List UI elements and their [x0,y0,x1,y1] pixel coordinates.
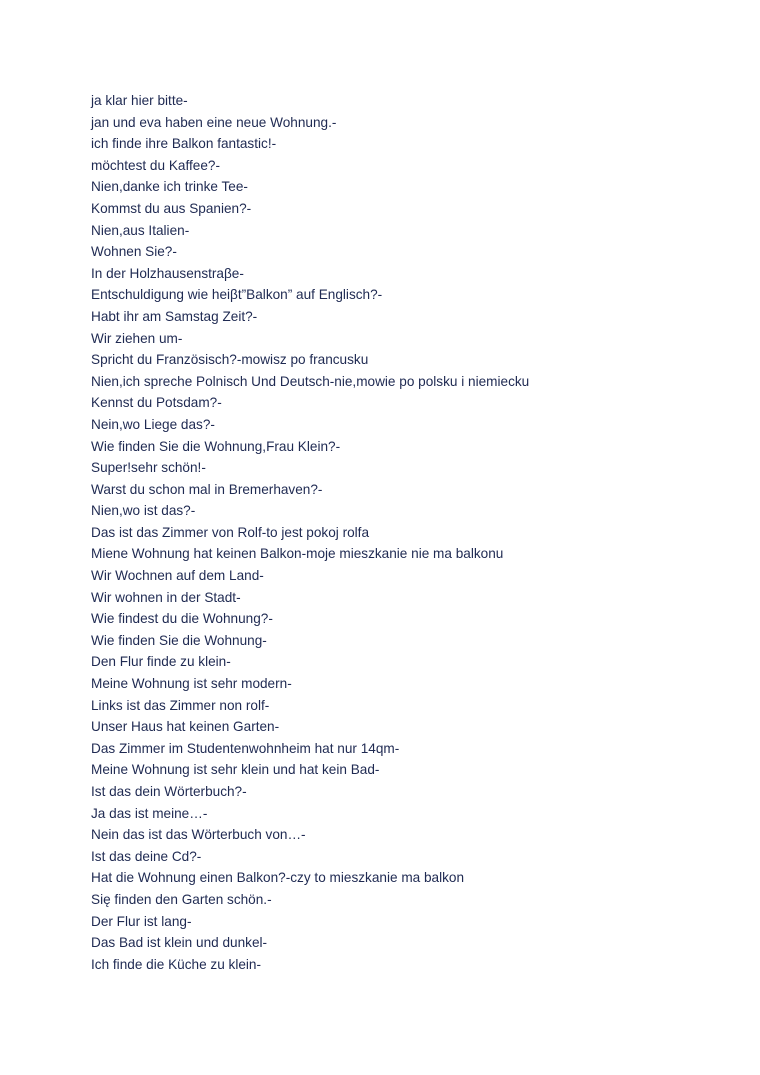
text-line: Hat die Wohnung einen Balkon?-czy to mieszkanie ma balkon [91,870,465,886]
text-line: Den Flur finde zu klein- [91,654,231,670]
text-line: Entschuldigung wie heiβt”Balkon” auf Englisch?- [91,287,383,303]
text-line: Der Flur ist lang- [91,913,192,929]
text-line: möchtest du Kaffee?- [91,157,220,173]
text-line: ja klar hier bitte- [91,93,188,108]
text-line: Wohnen Sie?- [91,244,177,260]
text-line: Habt ihr am Samstag Zeit?- [91,308,258,324]
text-line: Nien,aus Italien- [91,222,190,238]
text-line: Wie finden Sie die Wohnung- [91,632,267,648]
text-line: Unser Haus hat keinen Garten- [91,719,280,735]
text-line: jan und eva haben eine neue Wohnung.- [91,114,337,130]
text-line: Das Zimmer im Studentenwohnheim hat nur 14qm- [91,740,400,756]
text-line: Wie findest du die Wohnung?- [91,611,273,627]
text-line: Ist das deine Cd?- [91,848,202,864]
phrase-list [91,90,529,975]
text-line: Się finden den Garten schön.- [91,891,272,907]
text-line: Das ist das Zimmer von Rolf-to jest pokoj rolfa [91,524,370,540]
text-line: Nien,wo ist das?- [91,503,196,519]
text-line: Ja das ist meine…- [91,805,208,821]
text-line: Spricht du Französisch?-mowisz po francusku [91,352,369,368]
text-line: Kennst du Potsdam?- [91,395,222,411]
text-line: Nien,danke ich trinke Tee- [91,179,248,195]
text-line: Kommst du aus Spanien?- [91,200,252,216]
text-line: Das Bad ist klein und dunkel- [91,935,268,951]
text-line: ich finde ihre Balkon fantastic!- [91,136,277,152]
text-line: Super!sehr schön!- [91,460,206,476]
text-line: In der Holzhausenstraβe- [91,265,244,281]
text-line: Meine Wohnung ist sehr modern- [91,676,292,692]
text-line: Links ist das Zimmer non rolf- [91,697,270,713]
text-line: Miene Wohnung hat keinen Balkon-moje mieszkanie nie ma balkonu [91,546,504,562]
text-line: Meine Wohnung ist sehr klein und hat kein Bad- [91,762,380,778]
text-line: Ich finde die Küche zu klein- [91,956,262,972]
text-line: Wir Wochnen auf dem Land- [91,568,264,584]
text-line: Nein,wo Liege das?- [91,416,215,432]
text-line: Warst du schon mal in Bremerhaven?- [91,481,323,497]
text-line: Wie finden Sie die Wohnung,Frau Klein?- [91,438,341,454]
text-line: Wir wohnen in der Stadt- [91,589,241,605]
text-line: Wir ziehen um- [91,330,183,346]
text-line: Nien,ich spreche Polnisch Und Deutsch-nie,mowie po polsku i niemiecku [91,373,530,389]
text-line: Ist das dein Wörterbuch?- [91,784,247,799]
text-line: Nein das ist das Wörterbuch von…- [91,827,306,843]
